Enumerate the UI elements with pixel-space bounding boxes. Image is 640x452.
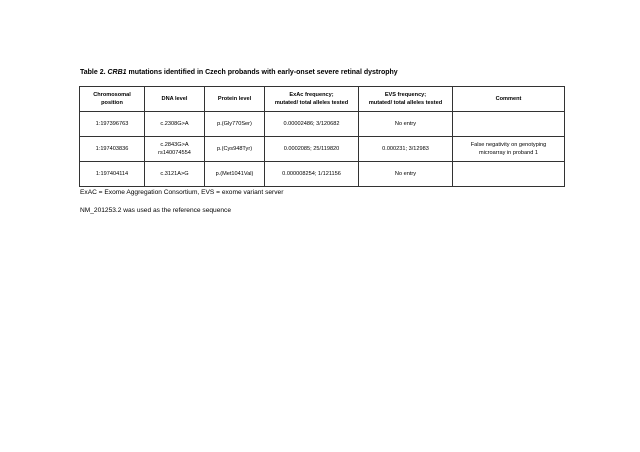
cell-exac — [265, 137, 359, 162]
cell-protein — [205, 162, 265, 187]
table-caption — [80, 69, 398, 76]
cell-position — [80, 162, 145, 187]
cell-comment — [453, 162, 565, 187]
cell-dna — [145, 137, 205, 162]
header-line: Comment — [495, 96, 522, 102]
cell-line: 0.000231; 3/12983 — [382, 146, 429, 152]
header-chromosomal-position — [80, 87, 145, 112]
cell-comment — [453, 112, 565, 137]
cell-position — [80, 137, 145, 162]
header-line: mutated/ total alleles tested — [274, 100, 349, 106]
footnote-abbreviations: ExAC = Exome Aggregation Consortium, EVS = exome variant server — [80, 189, 284, 196]
header-line: mutated/ total alleles tested — [368, 100, 443, 106]
cell-comment — [453, 137, 565, 162]
cell-line: p.(Cys948Tyr) — [216, 146, 253, 152]
header-line: Chromosomal — [93, 92, 131, 98]
header-comment — [453, 87, 565, 112]
cell-dna — [145, 112, 205, 137]
header-line: EVS frequency; — [384, 92, 427, 98]
cell-evs — [359, 162, 453, 187]
table-row — [80, 112, 565, 137]
header-protein-level — [205, 87, 265, 112]
mutations-table — [79, 86, 565, 187]
cell-protein — [205, 112, 265, 137]
cell-evs — [359, 112, 453, 137]
header-line: position — [101, 100, 123, 106]
cell-exac — [265, 162, 359, 187]
cell-line: 1:197396763 — [95, 121, 129, 127]
cell-line: 1:197403836 — [95, 146, 129, 152]
cell-line: 0.00002486; 3/120682 — [283, 121, 340, 127]
table-row — [80, 162, 565, 187]
cell-line: c.2308G>A — [160, 121, 189, 127]
cell-line: c.2843G>A — [160, 142, 189, 148]
table-header-row — [80, 87, 565, 112]
cell-line: rs140074554 — [158, 150, 191, 156]
cell-line: No entry — [394, 171, 417, 177]
header-exac-frequency — [265, 87, 359, 112]
cell-line: p.(Gly770Ser) — [217, 121, 252, 127]
cell-protein — [205, 137, 265, 162]
header-evs-frequency — [359, 87, 453, 112]
cell-line: 0.000008254; 1/121156 — [282, 171, 341, 177]
cell-line: No entry — [394, 121, 417, 127]
header-line: DNA level — [161, 96, 188, 102]
caption-prefix: Table 2. — [80, 69, 106, 76]
footnote-reference-sequence: NM_201253.2 was used as the reference sequence — [80, 207, 232, 214]
cell-position — [80, 112, 145, 137]
header-dna-level — [145, 87, 205, 112]
header-line: ExAc frequency; — [289, 92, 334, 98]
cell-line: False negativity on genotyping — [470, 142, 547, 148]
cell-line: p.(Met1041Val) — [215, 171, 254, 177]
header-line: Protein level — [217, 96, 252, 102]
cell-line: c.3121A>G — [160, 171, 189, 177]
cell-line: microarray in proband 1 — [478, 150, 539, 156]
cell-line: 1:197404114 — [95, 171, 129, 177]
cell-line: 0.0002085; 25/119820 — [283, 146, 340, 152]
caption-gene: CRB1 — [107, 69, 127, 76]
table-row — [80, 137, 565, 162]
cell-dna — [145, 162, 205, 187]
cell-exac — [265, 112, 359, 137]
caption-text: mutations identified in Czech probands with early-onset severe retinal dystrophy — [128, 69, 398, 76]
cell-evs — [359, 137, 453, 162]
